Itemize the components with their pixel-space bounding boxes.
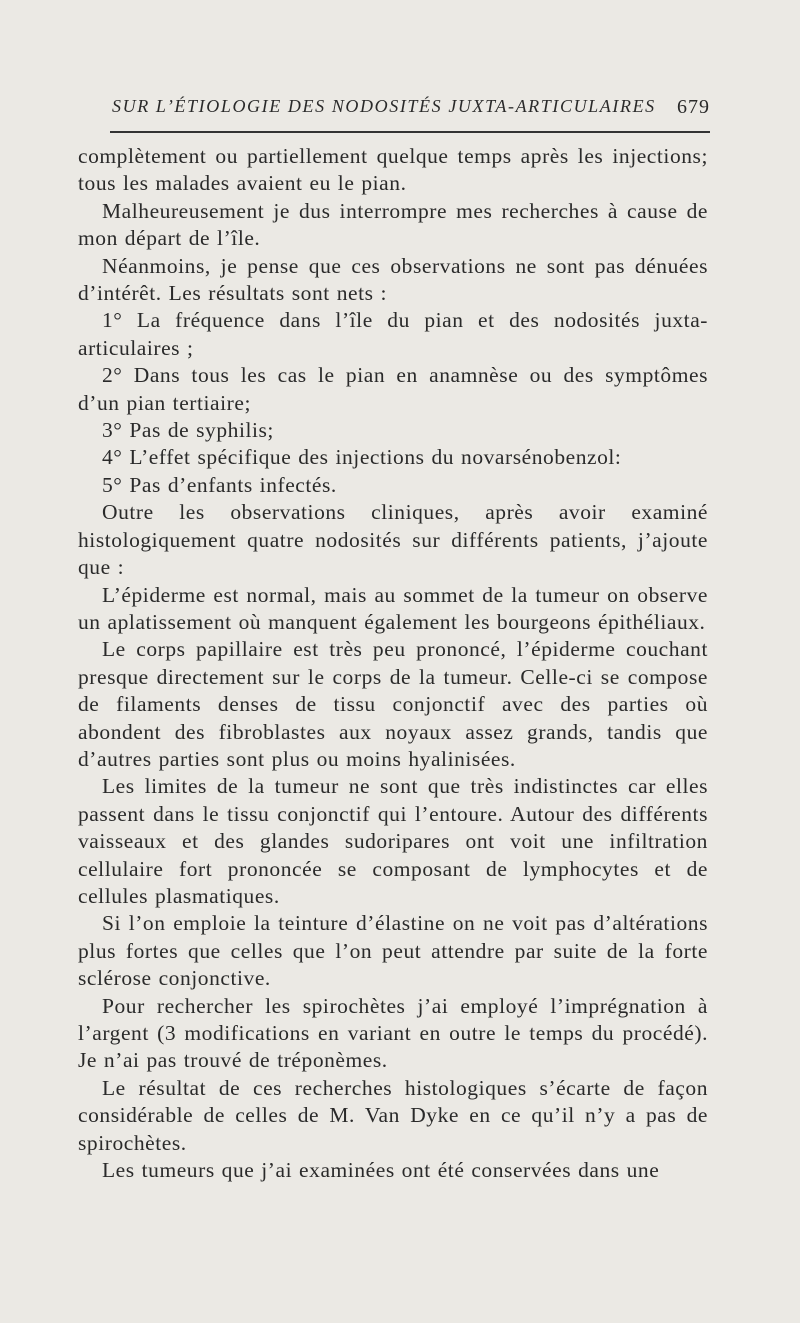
paragraph: Malheureusement je dus interrompre mes recherches à cause de mon départ de l’île. bbox=[78, 198, 708, 251]
list-item: 3° Pas de syphilis; bbox=[102, 418, 274, 443]
paragraph: complètement ou partiellement quelque temps après les injections; tous les malades avaient eu le pian. bbox=[78, 144, 708, 196]
paragraph: Les tumeurs que j’ai examinées ont été conservées dans une bbox=[102, 1158, 660, 1183]
list-item: 1° La fréquence dans l’île du pian et des nodosités juxta-articulaires ; bbox=[78, 308, 708, 360]
paragraph: L’épiderme est normal, mais au sommet de la tumeur on observe un aplatissement où manquent également les bourgeons épithéliaux. bbox=[78, 582, 708, 634]
paragraph: Outre les observations cliniques, après avoir examiné histologiquement quatre nodosités sur différents patients, j’ajoute que : bbox=[78, 500, 708, 580]
paragraph: Pour rechercher les spirochètes j’ai employé l’imprégnation à l’argent (3 modifications en variant en outre le temps du procédé). Je n’ai pas trouvé de tréponèmes. bbox=[78, 993, 708, 1073]
list-item: 4° L’effet spécifique des injections du novarsénobenzol: bbox=[102, 445, 622, 470]
running-header bbox=[112, 96, 712, 126]
list-item: 2° Dans tous les cas le pian en anamnèse ou des symptômes d’un pian tertiaire; bbox=[78, 363, 708, 415]
body-text bbox=[78, 143, 708, 1184]
header-rule bbox=[110, 131, 710, 133]
running-title: SUR L’ÉTIOLOGIE DES NODOSITÉS JUXTA-ARTICULAIRES bbox=[112, 96, 656, 116]
page-number: 679 bbox=[677, 96, 710, 118]
list-item: 5° Pas d’enfants infectés. bbox=[102, 472, 337, 497]
paragraph: Si l’on emploie la teinture d’élastine on ne voit pas d’altérations plus fortes que celles que l’on peut attendre par suite de la forte sclérose conjonctive. bbox=[78, 911, 708, 991]
paragraph: Les limites de la tumeur ne sont que très indistinctes car elles passent dans le tissu conjonctif qui l’entoure. Autour des différents vaisseaux et des glandes sudoripares ont voit une infiltration cellulaire fort prononcée se composant de lymphocytes et de cellules plasmatiques. bbox=[78, 774, 708, 908]
paragraph: Le résultat de ces recherches histologiques s’écarte de façon considérable de celles de M. Van Dyke en ce qu’il n’y a pas de spirochètes. bbox=[78, 1075, 708, 1155]
paragraph: Néanmoins, je pense que ces observations ne sont pas dénuées d’intérêt. Les résultats sont nets : bbox=[78, 253, 708, 306]
paragraph: Le corps papillaire est très peu prononcé, l’épiderme couchant presque directement sur le corps de la tumeur. Celle-ci se compose de filaments denses de tissu conjonctif avec des parties où abondent des fibroblastes aux noyaux assez grands, tandis que d’autres parties sont plus ou moins hyalinisées. bbox=[78, 637, 708, 771]
